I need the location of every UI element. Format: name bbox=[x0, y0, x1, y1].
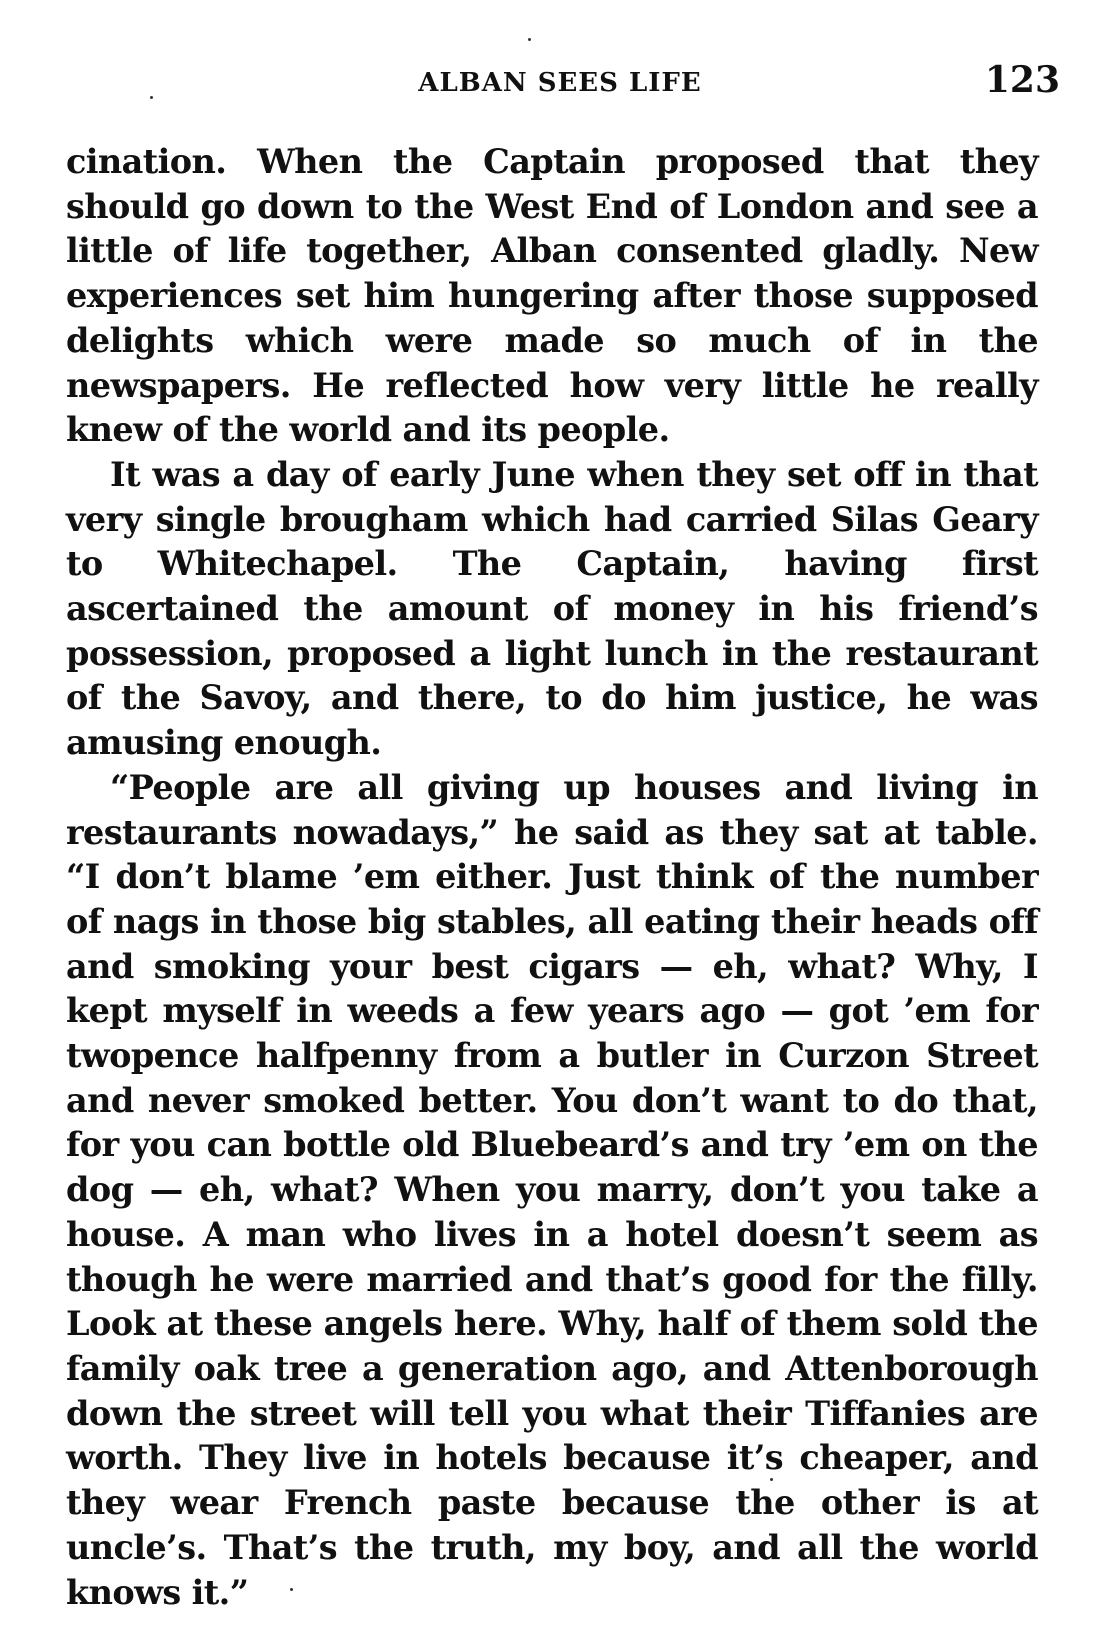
paragraph-dialogue: “People are all giving up houses and living in restaurants nowadays,” he said as they sat at table. “I don’t blame ’em either. Just think of the number of nags in those big stables, all eating their heads off and smoking your best cigars — eh, what? Why, I kept myself in weeds a few years ago — got ’em for twopence halfpenny from a butler in Curzon Street and never smoked better. You don’t want to do that, for you can bottle old Bluebeard’s and try ’em on the dog — eh, what? When you marry, don’t you take a house. A man who lives in a hotel doesn’t seem as though he were married and that’s good for the filly. Look at these angels here. Why, half of them sold the family oak tree a generation ago, and Attenborough down the street will tell you what their Tiffanies are worth. They live in hotels because it’s cheaper, and they wear French paste because the other is at uncle’s. That’s the truth, my boy, and all the world knows it.” bbox=[66, 767, 1038, 1612]
scan-speck bbox=[150, 96, 153, 99]
page-number: 123 bbox=[984, 59, 1060, 101]
body-text bbox=[66, 140, 1038, 1615]
page-header bbox=[60, 52, 1060, 112]
scan-speck bbox=[770, 1478, 773, 1481]
running-head: ALBAN SEES LIFE bbox=[418, 68, 702, 98]
scan-speck bbox=[528, 38, 531, 41]
scan-speck bbox=[290, 1588, 293, 1591]
paragraph: It was a day of early June when they set off in that very single brougham which had carried Silas Geary to Whitechapel. The Captain, having first ascertained the amount of money in his friend’s possession, proposed a light lunch in the restaurant of the Savoy, and there, to do him justice, he was amusing enough. bbox=[66, 454, 1038, 763]
paragraph-continued: cination. When the Captain proposed that they should go down to the West End of London and see a little of life together, Alban consented gladly. New experiences set him hungering after those supposed delights which were made so much of in the newspapers. He reflected how very little he really knew of the world and its people. bbox=[66, 142, 1038, 450]
